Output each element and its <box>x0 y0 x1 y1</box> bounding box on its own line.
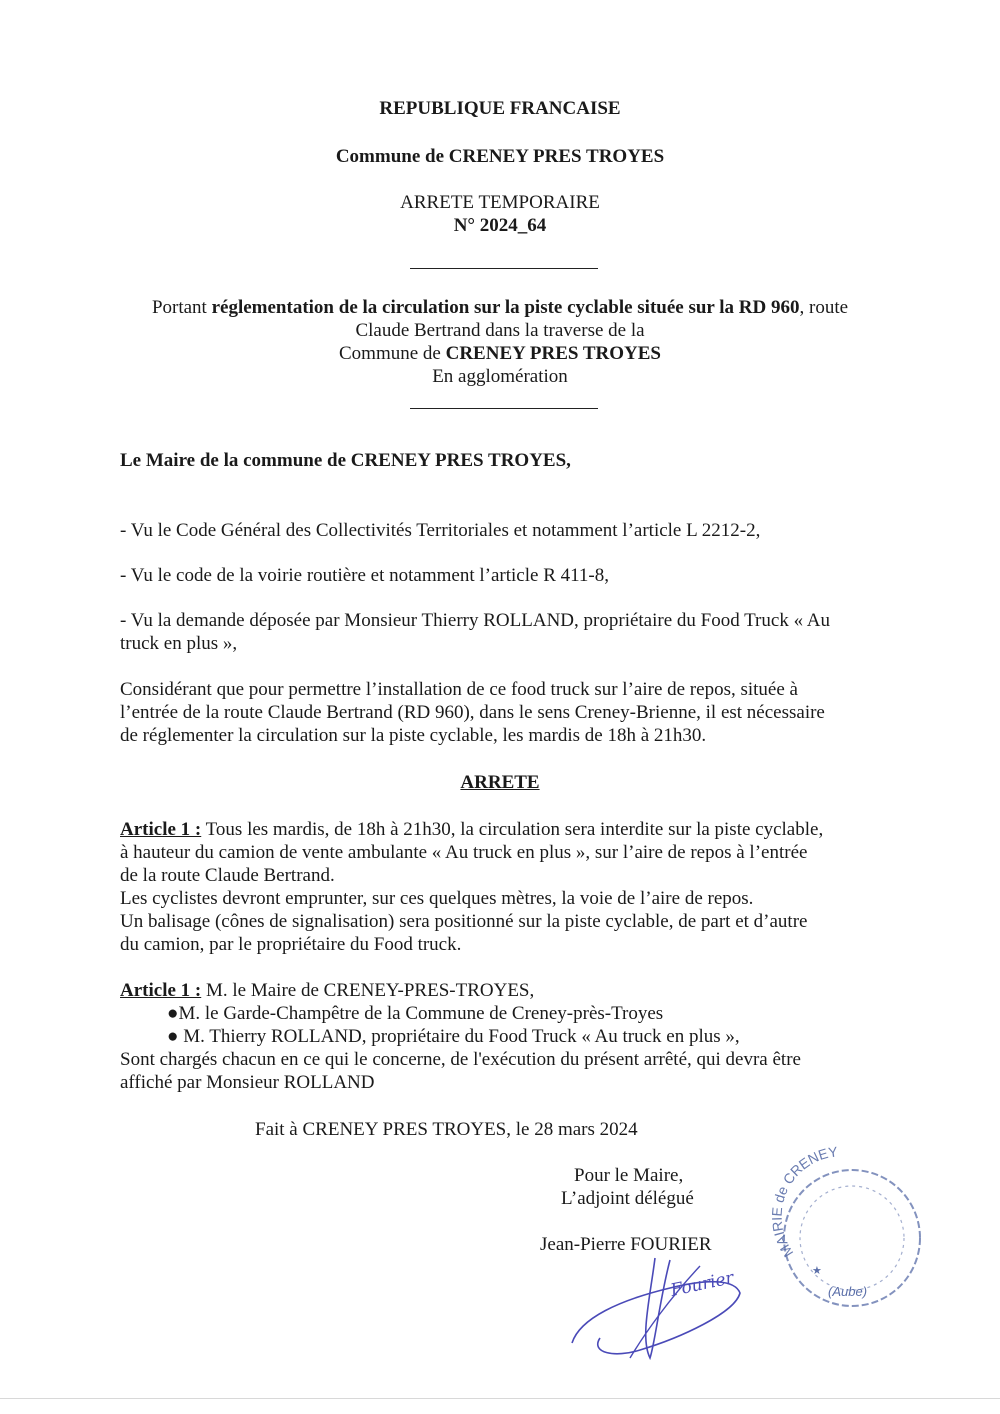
svg-text:★: ★ <box>812 1265 822 1277</box>
subject-line-4: En agglomération <box>432 366 568 387</box>
article1-line-6: du camion, par le propriétaire du Food truck. <box>120 934 462 955</box>
stamp-text-top: MAIRIE de CRENEY <box>768 1143 839 1261</box>
subject-line-2: Claude Bertrand dans la traverse de la <box>355 320 645 341</box>
article2-label: Article 1 : <box>120 980 202 1001</box>
article2-bullet-2: ● M. Thierry ROLLAND, propriétaire du Food Truck « Au truck en plus », <box>167 1026 740 1047</box>
article2-line-1: Article 1 : M. le Maire de CRENEY-PRES-TROYES, <box>120 980 535 1001</box>
stamp-text-bottom: (Aube) <box>828 1284 868 1299</box>
article2-closing-1: Sont chargés chacun en ce qui le concerne, de l'exécution du présent arrêté, qui devra être <box>120 1049 801 1070</box>
article2-closing-2: affiché par Monsieur ROLLAND <box>120 1072 375 1093</box>
republic-title: REPUBLIQUE FRANCAISE <box>379 98 621 119</box>
subject-line-1: Portant réglementation de la circulation sur la piste cyclable située sur la RD 960, route <box>151 297 849 318</box>
article1-line-4: Les cyclistes devront emprunter, sur ces quelques mètres, la voie de l’aire de repos. <box>120 888 754 909</box>
article1-label: Article 1 : <box>120 819 202 840</box>
mayor-stamp-icon <box>768 1143 932 1308</box>
place-date: Fait à CRENEY PRES TROYES, le 28 mars 2024 <box>255 1119 638 1140</box>
visa-demande: - Vu la demande déposée par Monsieur Thierry ROLLAND, propriétaire du Food Truck « Au <box>120 610 830 631</box>
divider-bottom <box>410 408 598 409</box>
commune-title: Commune de CRENEY PRES TROYES <box>335 146 665 167</box>
article1-line-2: à hauteur du camion de vente ambulante « Au truck en plus », sur l’aire de repos à l’entrée <box>120 842 808 863</box>
bullet-icon: ● <box>167 1003 179 1024</box>
signature-line-1: Pour le Maire, <box>574 1165 684 1186</box>
signatory-name: Jean-Pierre FOURIER <box>540 1234 712 1255</box>
signature-line-2: L’adjoint délégué <box>561 1188 694 1209</box>
considerant-line-2: l’entrée de la route Claude Bertrand (RD 960), dans le sens Creney-Brienne, il est nécessaire <box>120 702 825 723</box>
page-bottom-edge <box>0 1398 1000 1399</box>
subject-line-3: Commune de CRENEY PRES TROYES <box>339 343 661 364</box>
article1-line-3: de la route Claude Bertrand. <box>120 865 335 886</box>
article1-line-1: Article 1 : Tous les mardis, de 18h à 21h30, la circulation sera interdite sur la piste cyclable, <box>120 819 824 840</box>
visa-demande-cont: truck en plus », <box>120 633 238 654</box>
bullet-icon: ● <box>167 1026 179 1047</box>
visa-cgct: - Vu le Code Général des Collectivités Territoriales et notamment l’article L 2212-2, <box>120 520 761 541</box>
doc-type: ARRETE TEMPORAIRE <box>400 192 600 213</box>
considerant-line-3: de réglementer la circulation sur la piste cyclable, les mardis de 18h à 21h30. <box>120 725 707 746</box>
doc-number: N° 2024_64 <box>453 215 547 236</box>
article1-line-5: Un balisage (cônes de signalisation) sera positionné sur la piste cyclable, de part et d’autre <box>120 911 808 932</box>
handwritten-signature-icon <box>560 1238 790 1368</box>
arrete-heading: ARRETE <box>460 772 540 793</box>
signature-scrawl: Fourier <box>668 1268 736 1301</box>
mayor-heading: Le Maire de la commune de CRENEY PRES TROYES, <box>120 450 571 471</box>
considerant-line-1: Considérant que pour permettre l’installation de ce food truck sur l’aire de repos, située à <box>120 679 798 700</box>
divider-top <box>410 268 598 269</box>
visa-voirie: - Vu le code de la voirie routière et notamment l’article R 411-8, <box>120 565 609 586</box>
article2-bullet-1: ●M. le Garde-Champêtre de la Commune de Creney-près-Troyes <box>167 1003 664 1024</box>
